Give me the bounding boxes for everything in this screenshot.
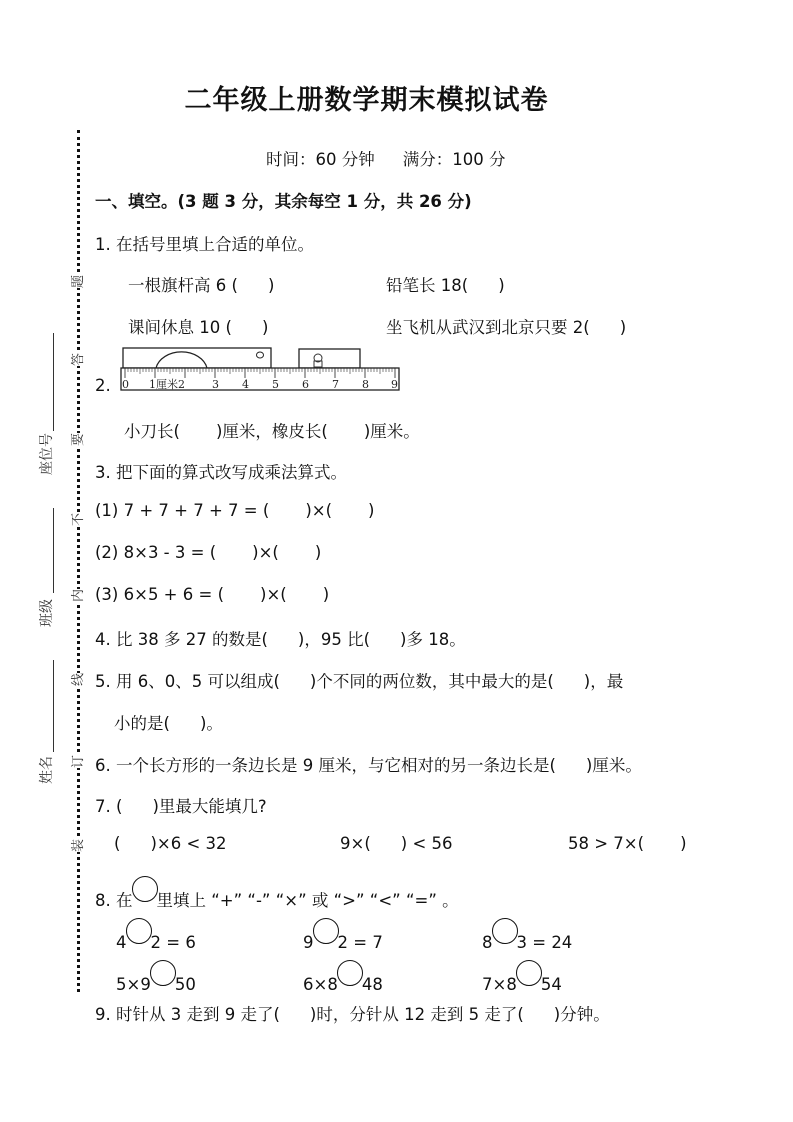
q3-item-3: (3) 6×5 + 6 = ( )×( ) — [95, 585, 330, 604]
exam-time: 时间：60 分钟 — [266, 150, 375, 169]
answer-circle[interactable] — [337, 960, 363, 986]
q5-line-1: 5. 用 6、0、5 可以组成( )个不同的两位数，其中最大的是( )，最 — [95, 672, 624, 691]
exam-title: 二年级上册数学期末模拟试卷 — [184, 85, 549, 116]
q8-item-2: 9 2 = 7 — [303, 918, 383, 952]
seam-char: 线 — [67, 673, 86, 686]
q1-item-4: 坐飞机从武汉到北京只要 2( ) — [386, 318, 627, 337]
svg-text:1厘米2: 1厘米2 — [149, 378, 185, 391]
name-label: 姓名 — [39, 756, 55, 784]
seam-char: 装 — [67, 839, 86, 852]
q7-item-3: 58 > 7×( ) — [568, 834, 687, 853]
q7-stem: 7. ( )里最大能填几? — [95, 797, 267, 816]
q2-number: 2. — [95, 376, 111, 395]
seat-number-line[interactable] — [53, 333, 54, 431]
svg-text:5: 5 — [272, 378, 279, 391]
q1-stem: 1. 在括号里填上合适的单位。 — [95, 235, 314, 254]
q1-item-2: 铅笔长 18( ) — [386, 276, 505, 295]
q1-item-1: 一根旗杆高 6 ( ) — [128, 276, 275, 295]
circle-icon — [132, 876, 158, 902]
q8-item-5: 6×8 48 — [303, 960, 383, 994]
q3-stem: 3. 把下面的算式改写成乘法算式。 — [95, 463, 347, 482]
answer-circle[interactable] — [150, 960, 176, 986]
svg-text:3: 3 — [212, 378, 219, 391]
svg-text:0: 0 — [122, 378, 129, 391]
q7-item-1: ( )×6 < 32 — [114, 834, 227, 853]
section-1-heading: 一、填空。(3 题 3 分，其余每空 1 分，共 26 分) — [95, 192, 472, 211]
seam-char: 内 — [67, 589, 86, 602]
seam-char: 不 — [67, 513, 86, 526]
svg-text:7: 7 — [332, 378, 339, 391]
q8-item-6: 7×8 54 — [482, 960, 562, 994]
ruler-figure — [120, 346, 402, 392]
q8-item-3: 8 3 = 24 — [482, 918, 572, 952]
svg-text:8: 8 — [362, 378, 369, 391]
class-label: 班级 — [39, 599, 55, 627]
q3-item-1: (1) 7 + 7 + 7 + 7 = ( )×( ) — [95, 501, 375, 520]
q8-item-4: 5×9 50 — [116, 960, 196, 994]
ruler-with-knife-and-eraser — [120, 346, 402, 392]
q7-item-2: 9×( ) < 56 — [340, 834, 453, 853]
q2-answer-line: 小刀长( )厘米，橡皮长( )厘米。 — [124, 422, 420, 441]
q8-stem: 8. 在 里填上 “+” “-” “×” 或 “>” “<” “=” 。 — [95, 876, 459, 911]
q8-item-1: 4 2 = 6 — [116, 918, 196, 952]
svg-text:4: 4 — [242, 378, 249, 391]
q1-item-3: 课间休息 10 ( ) — [128, 318, 269, 337]
answer-circle[interactable] — [492, 918, 518, 944]
seam-char: 要 — [67, 433, 86, 446]
seam-char: 答 — [67, 353, 86, 366]
svg-text:9: 9 — [391, 378, 398, 391]
name-line[interactable] — [53, 660, 54, 752]
class-line[interactable] — [53, 508, 54, 593]
q6: 6. 一个长方形的一条边长是 9 厘米，与它相对的另一条边长是( )厘米。 — [95, 756, 642, 775]
exam-full-score: 满分：100 分 — [402, 150, 506, 169]
answer-circle[interactable] — [126, 918, 152, 944]
seam-char: 题 — [67, 275, 86, 288]
q5-line-2: 小的是( )。 — [114, 714, 223, 733]
binding-dotted-line — [77, 130, 80, 992]
answer-circle[interactable] — [313, 918, 339, 944]
exam-info — [266, 146, 506, 170]
q9: 9. 时针从 3 走到 9 走了( )时，分针从 12 走到 5 走了( )分钟。 — [95, 1005, 610, 1024]
answer-circle[interactable] — [516, 960, 542, 986]
q3-item-2: (2) 8×3 - 3 = ( )×( ) — [95, 543, 322, 562]
q4: 4. 比 38 多 27 的数是( )，95 比( )多 18。 — [95, 630, 466, 649]
seat-number-label: 座位号 — [39, 433, 55, 475]
seam-char: 订 — [67, 755, 86, 768]
svg-text:6: 6 — [302, 378, 309, 391]
